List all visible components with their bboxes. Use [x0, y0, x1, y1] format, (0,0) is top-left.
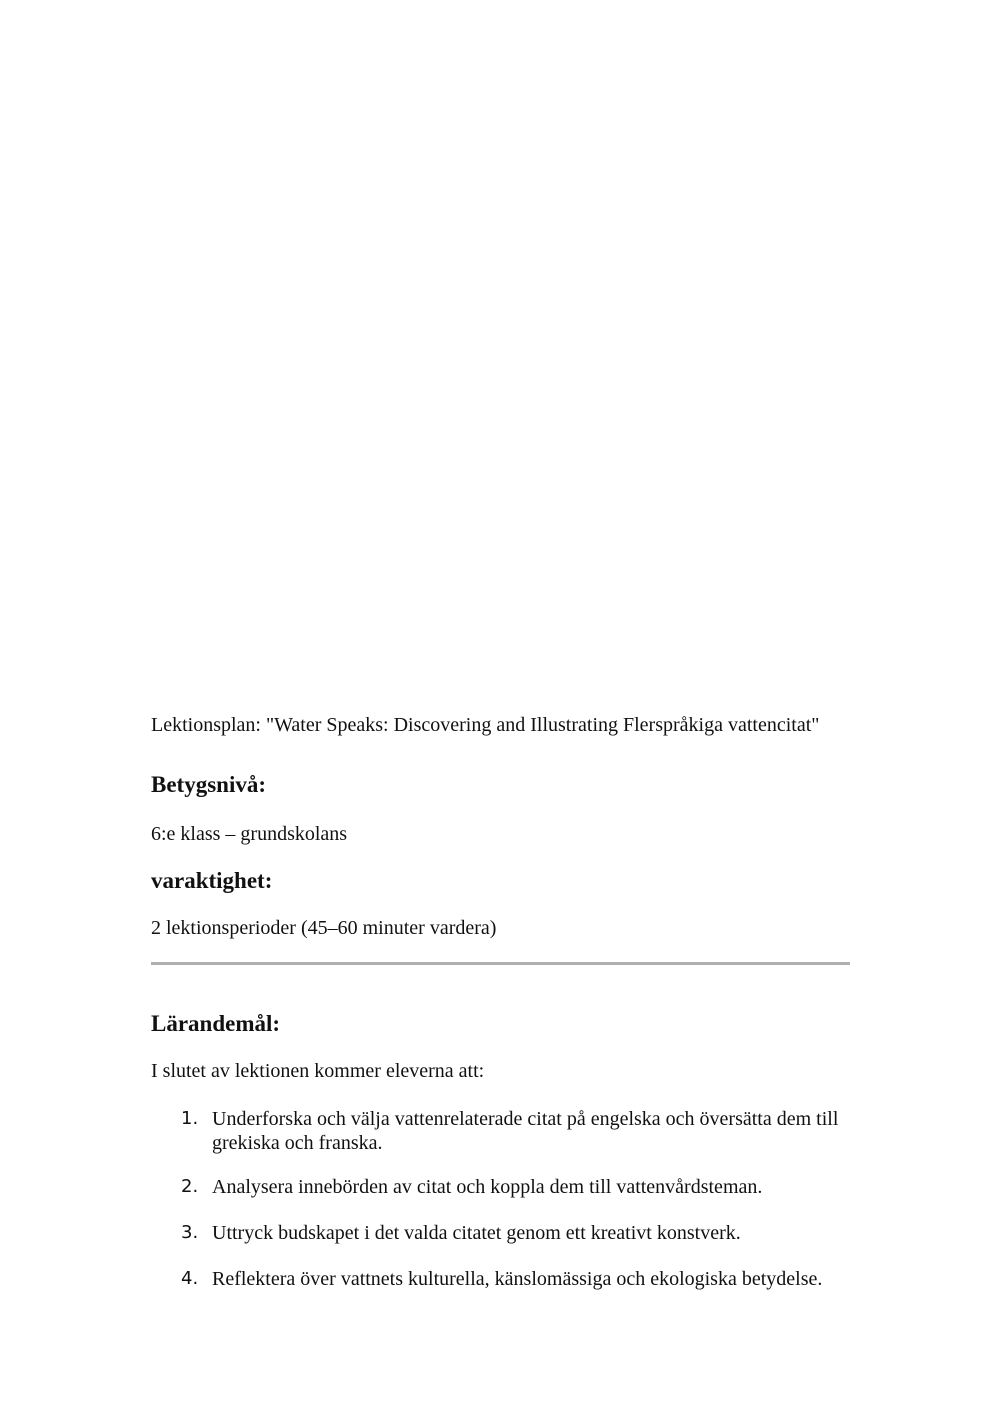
- goals-heading: Lärandemål:: [151, 1011, 281, 1036]
- list-number: 4.: [181, 1268, 199, 1289]
- list-item-text: Uttryck budskapet i det valda citatet genom ett kreativt konstverk.: [212, 1222, 741, 1244]
- list-item: [151, 1175, 851, 1199]
- list-number: 3.: [181, 1222, 199, 1243]
- lesson-title: Lektionsplan: "Water Speaks: Discovering and Illustrating Flerspråkiga vattencitat": [151, 714, 820, 736]
- grade-value: 6:e klass – grundskolans: [151, 823, 348, 845]
- grade-heading: Betygsnivå:: [151, 772, 266, 797]
- document-body: [151, 710, 851, 1291]
- duration-value: 2 lektionsperioder (45–60 minuter vardera): [151, 917, 497, 939]
- list-item: [151, 1221, 851, 1245]
- list-number: 2.: [181, 1176, 199, 1197]
- list-item-text: Reflektera över vattnets kulturella, känslomässiga och ekologiska betydelse.: [212, 1268, 823, 1290]
- list-item-text: Underforska och välja vattenrelaterade citat på engelska och översätta dem till grekiska och franska.: [212, 1108, 839, 1154]
- goals-list: [151, 1107, 851, 1291]
- goals-intro: I slutet av lektionen kommer eleverna att:: [151, 1060, 485, 1082]
- list-item: [151, 1107, 851, 1155]
- duration-heading: varaktighet:: [151, 868, 273, 893]
- list-number: 1.: [181, 1108, 199, 1129]
- list-item: [151, 1267, 851, 1291]
- list-item-text: Analysera innebörden av citat och koppla dem till vattenvårdsteman.: [212, 1176, 763, 1198]
- section-divider: [151, 962, 850, 965]
